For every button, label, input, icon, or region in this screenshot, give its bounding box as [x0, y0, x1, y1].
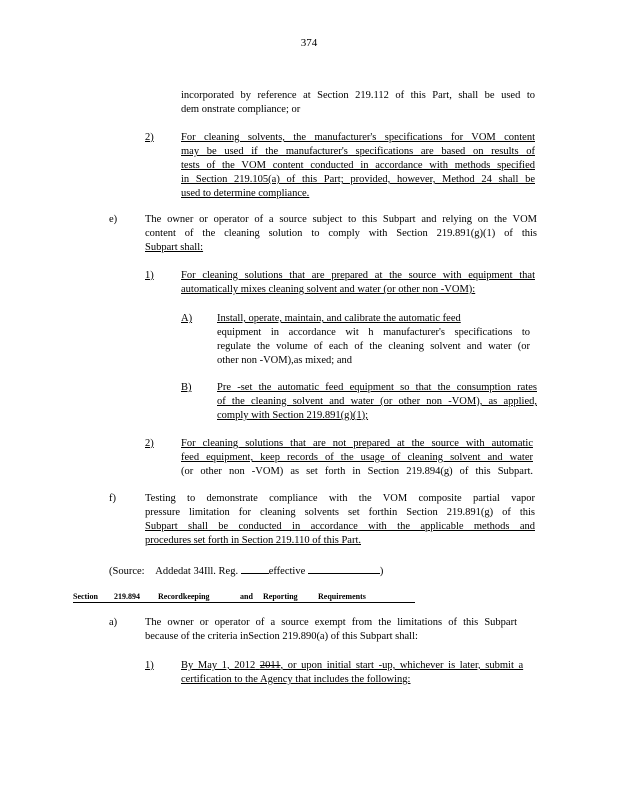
- source-prefix: (Source:: [109, 566, 145, 577]
- item-e-line-2: content of the cleaning solution to comply with Section 219.891(g)(1) of this: [145, 228, 537, 239]
- item-e1-line: automatically mixes cleaning solvent and water (or other non -VOM):: [181, 284, 476, 295]
- section-title-part-3: Reporting: [263, 592, 298, 601]
- item-2-line: tests of the VOM content conducted in accordance with methods specified: [181, 160, 535, 171]
- source-added: Addedat 34Ill. Reg.: [155, 566, 239, 577]
- source-note: [109, 562, 383, 579]
- item-a1-line-1: By May 1, 2012 2011, or upon initial start -up, whichever is later, submit a: [181, 660, 524, 671]
- item-e1-line: For cleaning solutions that are prepared at the source with equipment that: [181, 270, 535, 281]
- item-f-line-2: pressure limitation for cleaning solvents set forthin Section 219.891(g) of this: [145, 507, 535, 518]
- item-a-line-1: The owner or operator of a source exempt from the limitations of this Subpart: [145, 617, 517, 628]
- item-2-line: may be used if the manufacturer's specifications are based on results of: [181, 146, 535, 157]
- item-f-line-4: procedures set forth in Section 219.110 of this Part.: [145, 535, 361, 546]
- item-B-text: [217, 381, 537, 423]
- item-e1-label: 1): [145, 270, 154, 281]
- section-title-part-1: Recordkeeping: [158, 592, 210, 601]
- section-title-part-4: Requirements: [318, 592, 366, 601]
- item-a1-text: [181, 659, 537, 687]
- item-a1-line-2: certification to the Agency that includes the following:: [181, 674, 411, 685]
- item-B-line: comply with Section 219.891(g)(1);: [217, 410, 369, 421]
- item-e2-label: 2): [145, 438, 154, 449]
- section-heading: [73, 590, 415, 603]
- item-A-line-3: regulate the volume of each of the cleaning solvent and water (or: [217, 341, 530, 352]
- item-a-line-2: because of the criteria inSection 219.890(a) of this Subpart shall:: [145, 631, 418, 642]
- item-e-text: [145, 213, 537, 255]
- source-date-blank: [308, 562, 380, 574]
- section-number: 219.894: [114, 592, 140, 601]
- item-A-label: A): [181, 313, 193, 324]
- item-A-line-4: other non -VOM),as mixed; and: [217, 355, 353, 366]
- page-number: 374: [300, 37, 318, 49]
- item-e2-text: [181, 437, 533, 479]
- item-e-line-3: Subpart shall:: [145, 242, 204, 253]
- struck-year: 2011: [259, 660, 281, 671]
- item-2-line: For cleaning solvents, the manufacturer's specifications for VOM content: [181, 132, 535, 143]
- section-label: Section: [73, 592, 98, 601]
- item-A-text: [217, 312, 530, 368]
- item-A-line-2: equipment in accordance wit h manufacturer's specifications to: [217, 327, 530, 338]
- item-B-label: B): [181, 382, 192, 393]
- item-f-line-1: Testing to demonstrate compliance with the VOM composite partial vapor: [145, 493, 535, 504]
- item-2-label: 2): [145, 132, 154, 143]
- item-2-line: in Section 219.105(a) of this Part; provided, however, Method 24 shall be: [181, 174, 535, 185]
- item-a1-label: 1): [145, 660, 154, 671]
- item-A-line-1: Install, operate, maintain, and calibrate the automatic feed: [217, 313, 461, 324]
- source-effective: effective: [268, 566, 306, 577]
- source-register-blank: [241, 562, 269, 574]
- continuation-line-1: incorporated by reference at Section 219.112 of this Part, shall be used to: [181, 90, 535, 101]
- item-e2-line-1: For cleaning solutions that are not prepared at the source with automatic: [181, 438, 533, 449]
- item-e1-text: [181, 269, 535, 297]
- continuation-line-2: dem onstrate compliance; or: [181, 104, 301, 115]
- item-2-line: used to determine compliance.: [181, 188, 310, 199]
- item-2-text: [181, 131, 535, 201]
- item-a-text: [145, 616, 517, 644]
- item-f-line-3: Subpart shall be conducted in accordance with the applicable methods and: [145, 521, 535, 532]
- item-e-label: e): [109, 214, 118, 225]
- item-B-line: Pre -set the automatic feed equipment so that the consumption rates: [217, 382, 537, 393]
- item-e2-line-2: feed equipment, keep records of the usage of cleaning solvent and water: [181, 452, 533, 463]
- item-f-text: [145, 492, 535, 548]
- item-a-label: a): [109, 617, 118, 628]
- item-e2-line-3: (or other non -VOM) as set forth in Section 219.894(g) of this Subpart.: [181, 466, 533, 477]
- item-f-label: f): [109, 493, 116, 504]
- item-e-line-1: The owner or operator of a source subject to this Subpart and relying on the VOM: [145, 214, 537, 225]
- source-close: ): [379, 566, 384, 577]
- item-B-line: of the cleaning solvent and water (or other non -VOM), as applied,: [217, 396, 537, 407]
- section-title-part-2: and: [240, 592, 253, 601]
